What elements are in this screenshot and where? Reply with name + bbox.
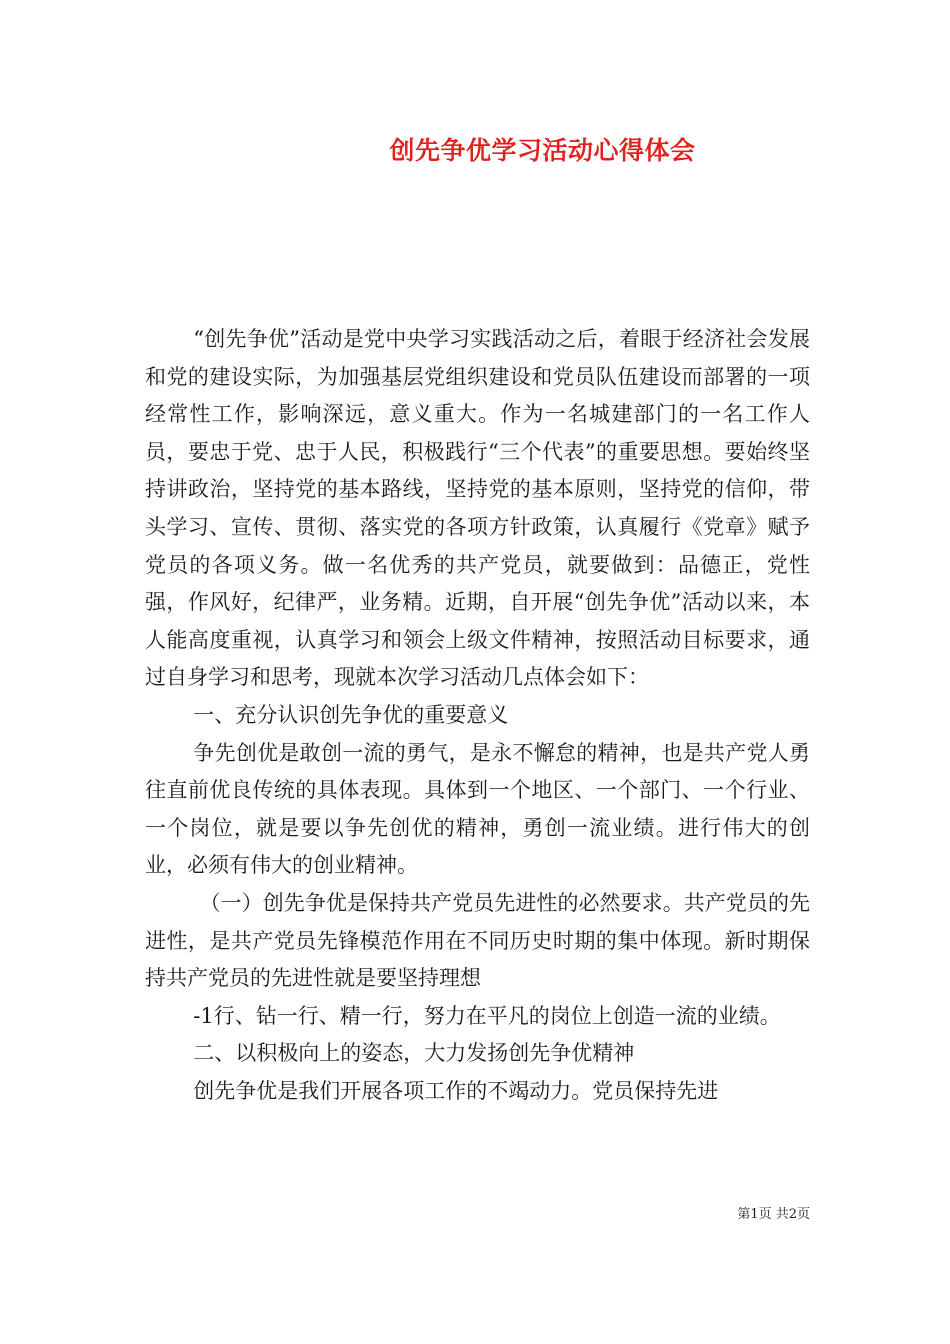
paragraph-subsection-1: （一）创先争优是保持共产党员先进性的必然要求。共产党员的先进性，是共产党员先锋模范作用在不同历史时期的集中体现。新时期保持共产党员的先进性就是要坚持理想 xyxy=(145,890,810,991)
paragraph-intro: “创先争优”活动是党中央学习实践活动之后，着眼于经济社会发展和党的建设实际，为加强基层党组织建设和党员队伍建设而部署的一项经常性工作，影响深远，意义重大。作为一名城建部门的一名工作人员，要忠于党、忠于人民，积极践行“三个代表”的重要思想。要始终坚持讲政治，坚持党的基本路线，坚持党的基本原则，坚持党的信仰，带头学习、宣传、贯彻、落实党的各项方针政策，认真履行《党章》赋予党员的各项义务。做一名优秀的共产党员，就要做到：品德正，党性强，作风好，纪律严，业务精。近期，自开展“创先争优”活动以来，本人能高度重视，认真学习和领会上级文件精神，按照活动目标要求，通过自身学习和思考，现就本次学习活动几点体会如下： xyxy=(145,327,810,690)
paragraph-section-1: 争先创优是敢创一流的勇气，是永不懈怠的精神，也是共产党人勇往直前优良传统的具体表现。具体到一个地区、一个部门、一个行业、一个岗位，就是要以争先创优的精神，勇创一流业绩。进行伟大的创业，必须有伟大的创业精神。 xyxy=(145,740,810,878)
paragraph-continuation: -1行、钻一行、精一行，努力在平凡的岗位上创造一流的业绩。 xyxy=(193,1003,781,1028)
section-heading-1: 一、充分认识创先争优的重要意义 xyxy=(193,702,509,727)
page-number-footer: 第1页 共2页 xyxy=(737,1207,810,1222)
paragraph-section-2: 创先争优是我们开展各项工作的不竭动力。党员保持先进 xyxy=(193,1078,719,1103)
document-body xyxy=(145,321,810,1110)
section-heading-2: 二、以积极向上的姿态，大力发扬创先争优精神 xyxy=(193,1041,635,1066)
document-title: 创先争优学习活动心得体会 xyxy=(389,136,696,165)
